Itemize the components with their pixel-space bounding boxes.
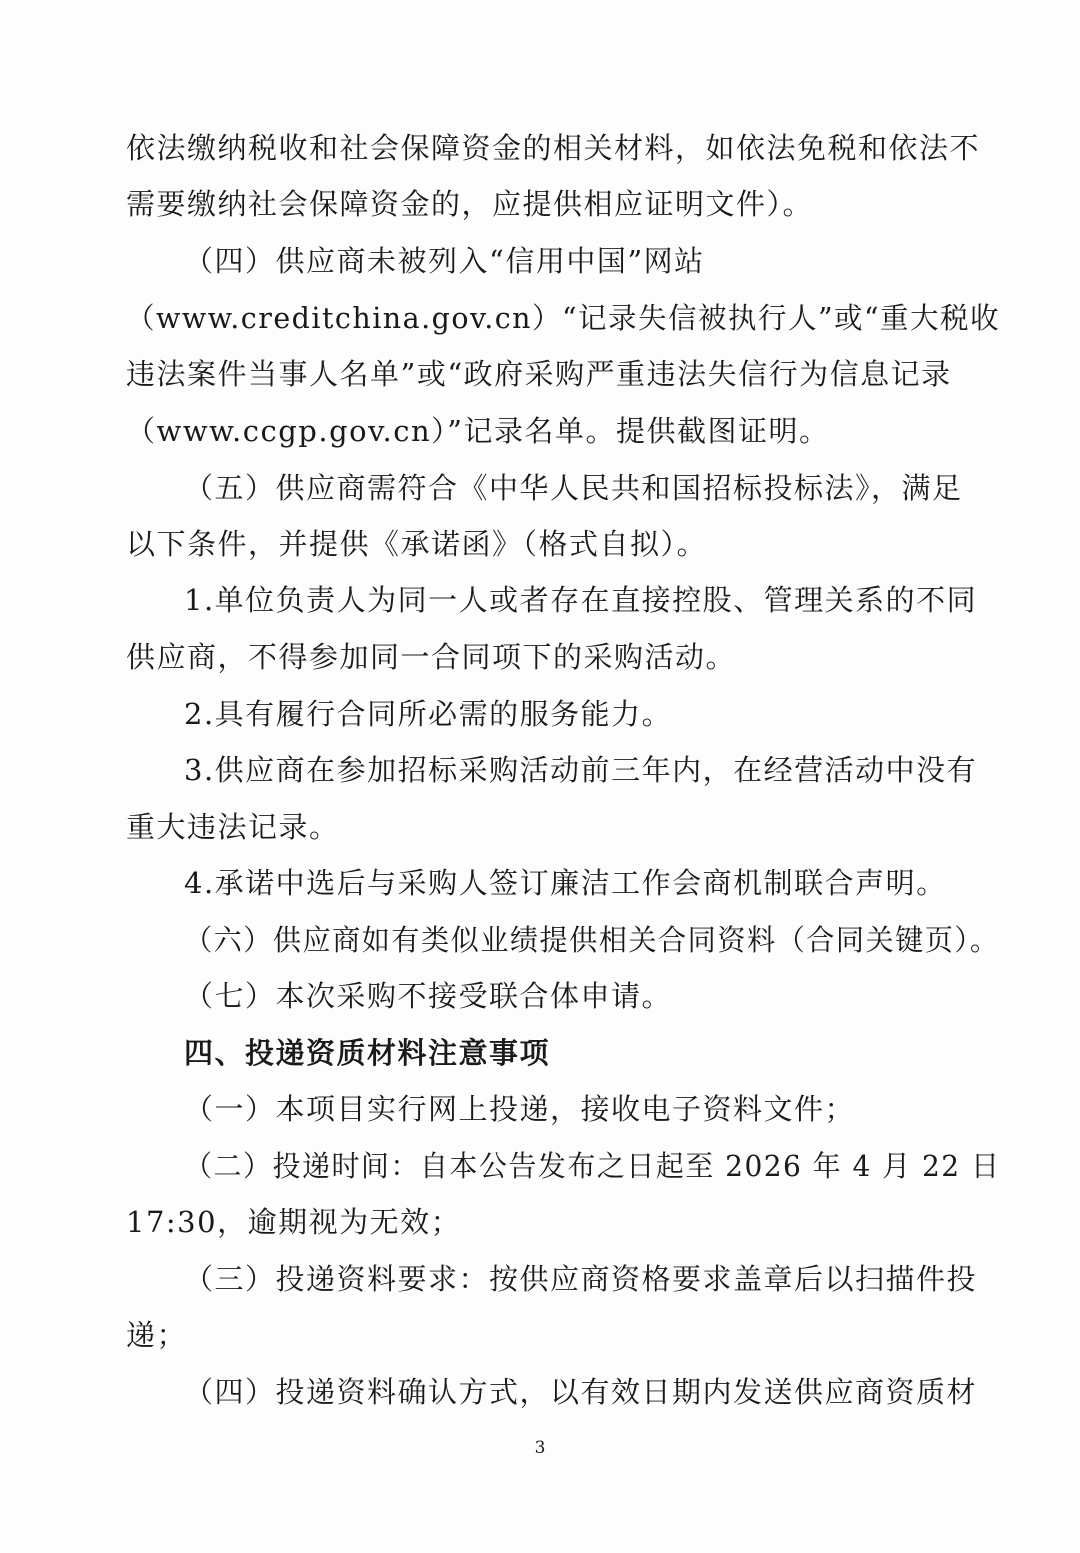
body-text-line: 违法案件当事人名单”或“政府采购严重违法失信行为信息记录 [126, 357, 952, 391]
body-text-line: 重大违法记录。 [126, 810, 340, 844]
body-text-line: 递； [126, 1318, 188, 1352]
body-text-line: 2.具有履行合同所必需的服务能力。 [184, 697, 673, 731]
body-text-line: （五）供应商需符合《中华人民共和国招标投标法》，满足 [184, 471, 963, 505]
body-text-line: 4.承诺中选后与采购人签订廉洁工作会商机制联合声明。 [184, 866, 947, 900]
body-text-line: （www.ccgp.gov.cn）”记录名单。提供截图证明。 [126, 414, 830, 448]
body-text-line: （七）本次采购不接受联合体申请。 [184, 979, 673, 1013]
body-text-line: （四）投递资料确认方式，以有效日期内发送供应商资质材 [184, 1375, 978, 1409]
body-text-line: 17:30，逾期视为无效； [126, 1205, 462, 1239]
body-text-line: 3.供应商在参加招标采购活动前三年内，在经营活动中没有 [184, 753, 978, 787]
body-text-line: （三）投递资料要求：按供应商资格要求盖章后以扫描件投 [184, 1262, 978, 1296]
body-text-line: 需要缴纳社会保障资金的，应提供相应证明文件）。 [126, 187, 814, 221]
body-text-line: 1.单位负责人为同一人或者存在直接控股、管理关系的不同 [184, 583, 978, 617]
body-text-line: （www.creditchina.gov.cn）“记录失信被执行人”或“重大税收 [126, 301, 1000, 335]
body-text-line: （六）供应商如有类似业绩提供相关合同资料（合同关键页）。 [184, 923, 1000, 957]
body-text-line: 依法缴纳税收和社会保障资金的相关材料，如依法免税和依法不 [126, 131, 981, 165]
body-text-line: （四）供应商未被列入“信用中国”网站 [184, 244, 705, 278]
body-text-line: （二）投递时间：自本公告发布之日起至 2026 年 4 月 22 日 [184, 1149, 1001, 1183]
body-text-line: 供应商，不得参加同一合同项下的采购活动。 [126, 640, 737, 674]
body-text-line: 以下条件，并提供《承诺函》（格式自拟）。 [126, 527, 708, 561]
section-heading: 四、投递资质材料注意事项 [184, 1036, 551, 1070]
page-number: 3 [534, 1438, 546, 1458]
body-text-line: （一）本项目实行网上投递，接收电子资料文件； [184, 1092, 856, 1126]
